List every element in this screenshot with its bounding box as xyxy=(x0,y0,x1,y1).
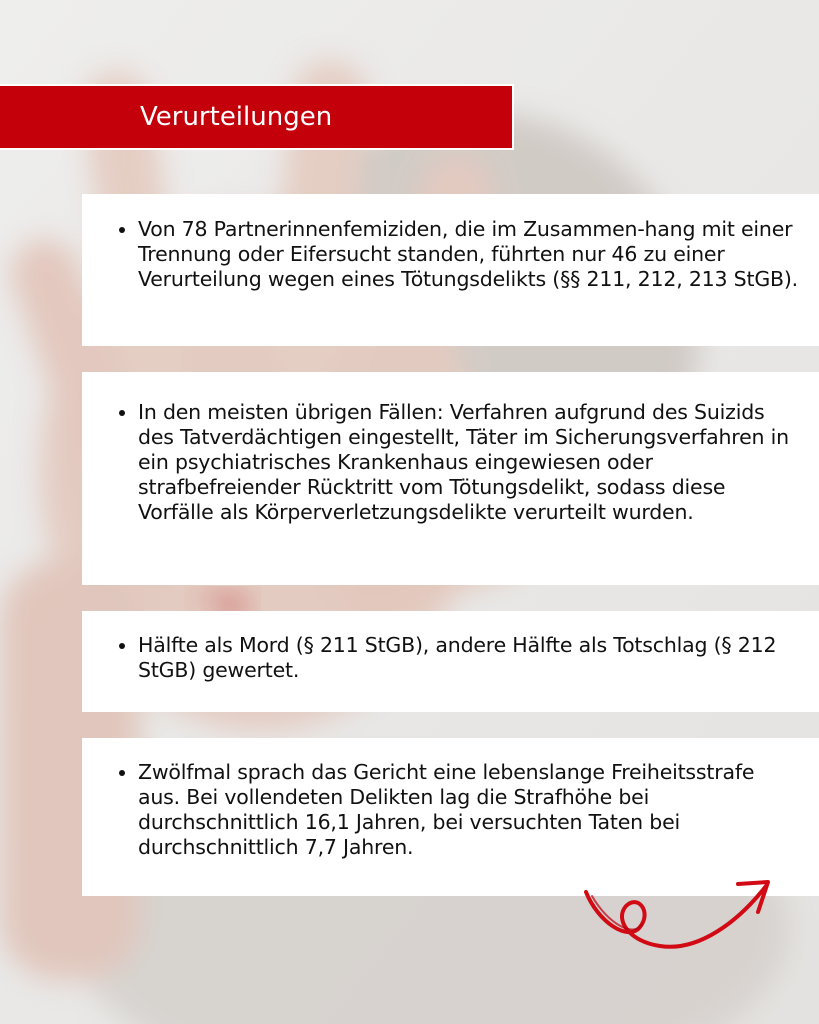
info-card-3 xyxy=(82,611,819,712)
info-card-2 xyxy=(82,372,819,585)
swipe-arrow-icon xyxy=(578,872,778,972)
bullet-item: Hälfte als Mord (§ 211 StGB), andere Hälfte als Totschlag (§ 212 StGB) gewertet. xyxy=(138,633,799,683)
title-banner xyxy=(0,84,514,150)
bullet-item: In den meisten übrigen Fällen: Verfahren aufgrund des Suizids des Tatverdächtigen eingestellt, Täter im Sicherungsverfahren in ein psychiatrisches Krankenhaus eingewiesen oder strafbefreiender Rücktritt vom Tötungsdelikt, sodass diese Vorfälle als Körperverletzungsdelikte verurteilt wurden. xyxy=(138,400,799,525)
bullet-item: Zwölfmal sprach das Gericht eine lebenslange Freiheitsstrafe aus. Bei vollendeten Delikten lag die Strafhöhe bei durchschnittlich 16,1 Jahren, bei versuchten Taten bei durchschnittlich 7,7 Jahren. xyxy=(138,760,799,860)
page-title: Verurteilungen xyxy=(140,102,333,132)
bullet-item: Von 78 Partnerinnenfemiziden, die im Zusammen-hang mit einer Trennung oder Eifersucht standen, führten nur 46 zu einer Verurteilung wegen eines Tötungsdelikts (§§ 211, 212, 213 StGB). xyxy=(138,217,798,291)
info-card-1 xyxy=(82,194,819,346)
